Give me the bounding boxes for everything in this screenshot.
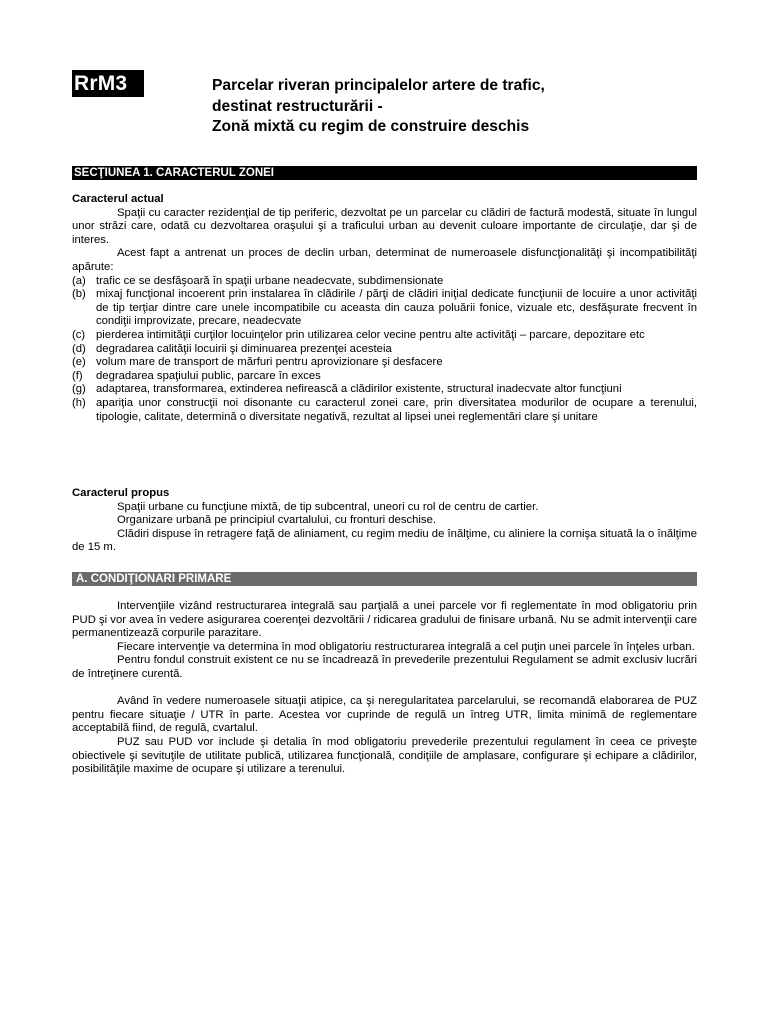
proposed-character-paragraph-1: Spaţii urbane cu funcţiune mixtă, de tip subcentral, uneori cu rol de centru de cartier. [117,500,539,513]
current-character-paragraph-1: Spaţii cu caracter rezidenţial de tip periferic, dezvoltat pe un parcelar cu clădiri de factură modestă, situate în lungul unor străzi care, odată cu dezvoltarea oraşului şi a traficului urban au devenit culoare importante de circulaţie, dar şi de interes. [72,206,697,246]
document-title [212,76,692,138]
section-a-paragraph-2: Fiecare intervenţie va determina în mod obligatoriu restructurarea integrală a cel puţin unei parcele în înţeles urban. [117,640,695,653]
list-item-text: apariţia unor construcţii noi disonante cu caracterul zonei care, prin diversitatea modurilor de ocupare a terenului, tipologie, calitate, determină o diversitate negativă, rezultat al lipsei unei reglementări clare şi unitare [96,396,697,423]
section-1-body [72,193,697,424]
list-item-label: (h) [72,396,86,409]
section-a-paragraph-4: Având în vedere numeroasele situaţii atipice, ca şi neregularitatea parcelarului, se recomandă elaborarea de PUZ pentru fiecare situaţie / UTR în parte. Acestea vor cuprinde de regulă un întreg UTR, limita minimă de reglementare acceptabilă fiind, de regulă, cvartalul. [72,695,697,735]
list-item [72,370,697,384]
list-item-text: trafic ce se desfăşoară în spaţii urbane neadecvate, subdimensionate [96,274,444,287]
list-item-text: adaptarea, transformarea, extinderea nefirească a clădirilor existente, structural inadecvate altor funcţiuni [96,383,622,396]
list-item-label: (a) [72,274,86,287]
current-character-title: Caracterul actual [72,193,164,205]
proposed-character-block [72,487,697,555]
list-item-text: pierderea intimităţii curţilor locuinţelor prin utilizarea celor vecine pentru alte activităţi – parcare, depozitare etc [96,328,645,341]
title-line-3: Zonă mixtă cu regim de construire deschis [212,118,530,135]
list-item-label: (b) [72,288,86,301]
proposed-character-paragraph-3: Clădiri dispuse în retragere faţă de aliniament, cu regim mediu de înălţime, cu aliniere la cornişa situată la o înălţime de 15 m. [72,527,697,554]
section-a-paragraph-3: Pentru fondul construit existent ce nu se încadrează în prevederile prezentului Regulament se admit exclusiv lucrări de întreţinere curentă. [72,654,697,680]
list-item [72,288,697,329]
list-item-text: degradarea calităţii locuirii şi diminuarea prezenţei acesteia [96,342,392,355]
section-a-body [72,600,697,777]
dysfunction-list [72,275,697,425]
proposed-character-paragraph-2: Organizare urbană pe principiul cvartalului, cu fronturi deschise. [117,514,436,527]
list-item-label: (f) [72,369,83,382]
current-character-paragraph-2: Acest fapt a antrenat un proces de declin urban, determinat de numeroasele disfuncţionalităţi şi incompatibilităţi apărute: [72,247,697,273]
list-item-text: volum mare de transport de mărfuri pentru aprovizionare şi desfacere [96,356,443,369]
proposed-character-title: Caracterul propus [72,487,170,499]
list-item-label: (d) [72,342,86,355]
list-item [72,356,697,370]
list-item [72,343,697,357]
list-item [72,383,697,397]
list-item [72,329,697,343]
list-item-label: (e) [72,356,86,369]
list-item-label: (g) [72,383,86,396]
list-item-text: mixaj funcţional incoerent prin instalarea în clădirile / părţi de clădiri iniţial dedicate funcţiunii de locuire a unor activităţi de tip terţiar dintre care unele incompatibile cu aceasta din cauza poluării fonice, vizuale etc, desfăşurate frecvent în condiţii improvizate, precare, neadecvate [96,288,697,328]
section-1-heading: SECŢIUNEA 1. CARACTERUL ZONEI [72,166,697,180]
section-a-paragraph-5: PUZ sau PUD vor include şi detalia în mod obligatoriu prevederile prezentului regulament în ceea ce priveşte obiectivele şi sevituţile de utilitate publică, utilizarea funcţională, condiţiile de amplasare, configurare şi echipare a clădirilor, posibilităţile maxime de ocupare şi utilizare a terenului. [72,735,697,776]
list-item-label: (c) [72,328,86,341]
list-item [72,275,697,289]
title-line-2: destinat restructurării - [212,97,383,115]
section-a-heading: A. CONDIŢIONARI PRIMARE [72,572,697,586]
section-a-paragraph-1: Intervenţiile vizând restructurarea integrală sau parţială a unei parcele vor fi reglementate în mod obligatoriu prin PUD şi vor avea în vedere asigurarea coerenţei dezvoltării / ridicarea gradului de finisare urbană. Nu se admit intervenţii care permanentizează corpurile parazitare. [72,600,697,640]
list-item [72,397,697,424]
zone-code-badge: RrM3 [72,70,144,97]
title-line-1: Parcelar riveran principalelor artere de trafic, [212,77,545,94]
list-item-text: degradarea spaţiului public, parcare în exces [96,369,321,382]
